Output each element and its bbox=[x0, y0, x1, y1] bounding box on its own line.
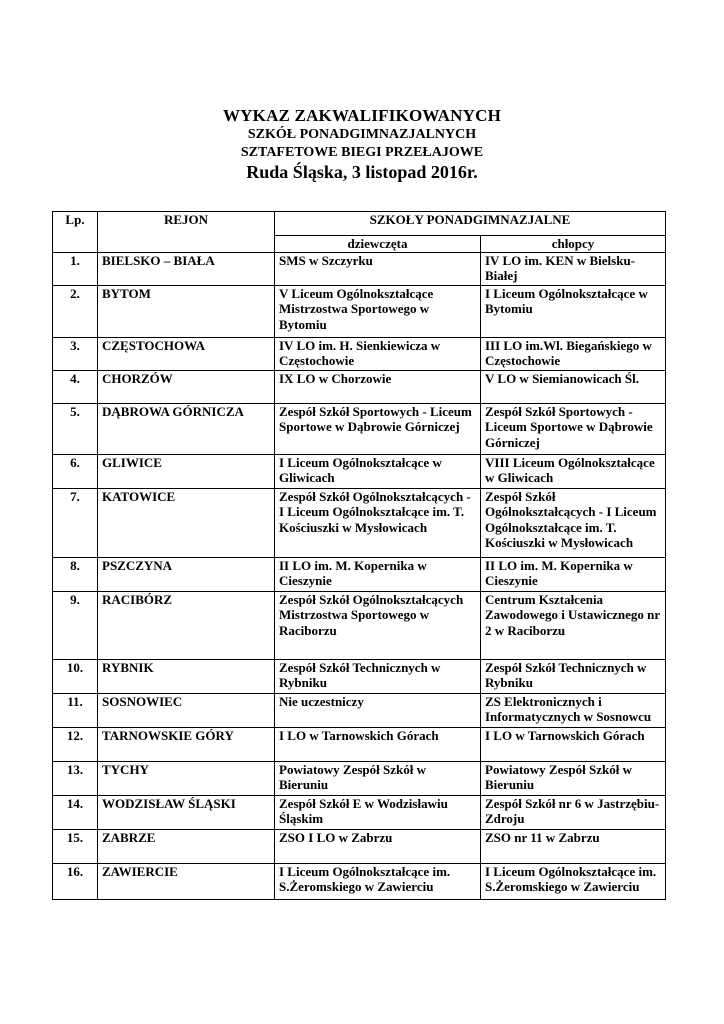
table-row bbox=[53, 795, 666, 829]
row-region: RYBNIK bbox=[98, 659, 275, 693]
row-region: SOSNOWIEC bbox=[98, 693, 275, 727]
row-school-girls: SMS w Szczyrku bbox=[275, 252, 481, 285]
table-row bbox=[53, 591, 666, 659]
row-number: 11. bbox=[53, 693, 98, 727]
row-school-girls: ZSO I LO w Zabrzu bbox=[275, 829, 481, 863]
row-school-boys: II LO im. M. Kopernika w Cieszynie bbox=[481, 557, 666, 591]
row-school-boys: VIII Liceum Ogólnokształcące w Gliwicach bbox=[481, 454, 666, 488]
row-number: 1. bbox=[53, 252, 98, 285]
row-school-girls: Powiatowy Zespół Szkół w Bieruniu bbox=[275, 761, 481, 795]
row-number: 4. bbox=[53, 370, 98, 403]
row-number: 12. bbox=[53, 727, 98, 761]
row-number: 14. bbox=[53, 795, 98, 829]
table-row bbox=[53, 829, 666, 863]
row-school-boys: ZSO nr 11 w Zabrzu bbox=[481, 829, 666, 863]
row-region: GLIWICE bbox=[98, 454, 275, 488]
row-school-girls: IX LO w Chorzowie bbox=[275, 370, 481, 403]
document-title: WYKAZ ZAKWALIFIKOWANYCH bbox=[222, 106, 502, 125]
column-header-boys: chłopcy bbox=[481, 236, 666, 253]
table-row bbox=[53, 252, 666, 285]
table-row bbox=[53, 454, 666, 488]
table-row bbox=[53, 557, 666, 591]
row-number: 5. bbox=[53, 403, 98, 454]
row-region: WODZISŁAW ŚLĄSKI bbox=[98, 795, 275, 829]
row-school-boys: V LO w Siemianowicach Śl. bbox=[481, 370, 666, 403]
document-place-date: Ruda Śląska, 3 listopad 2016r. bbox=[246, 162, 478, 182]
row-school-girls: Zespół Szkół E w Wodzisławiu Śląskim bbox=[275, 795, 481, 829]
row-region: TARNOWSKIE GÓRY bbox=[98, 727, 275, 761]
row-region: TYCHY bbox=[98, 761, 275, 795]
row-school-girls: I Liceum Ogólnokształcące im. S.Żeromskiego w Zawierciu bbox=[275, 863, 481, 899]
row-region: DĄBROWA GÓRNICZA bbox=[98, 403, 275, 454]
row-school-boys: Zespół Szkół Ogólnokształcących - I Liceum Ogólnokształcące im. T. Kościuszki w Mysłowicach bbox=[481, 488, 666, 557]
table-row bbox=[53, 863, 666, 899]
row-school-boys: ZS Elektronicznych i Informatycznych w Sosnowcu bbox=[481, 693, 666, 727]
row-region: BYTOM bbox=[98, 285, 275, 337]
row-school-girls: II LO im. M. Kopernika w Cieszynie bbox=[275, 557, 481, 591]
row-school-boys: Zespół Szkół Sportowych - Liceum Sportowe w Dąbrowie Górniczej bbox=[481, 403, 666, 454]
table-row bbox=[53, 693, 666, 727]
row-number: 16. bbox=[53, 863, 98, 899]
row-school-girls: IV LO im. H. Sienkiewicza w Częstochowie bbox=[275, 337, 481, 370]
column-header-rejon: REJON bbox=[98, 212, 275, 253]
row-region: ZAWIERCIE bbox=[98, 863, 275, 899]
row-school-girls: I Liceum Ogólnokształcące w Gliwicach bbox=[275, 454, 481, 488]
row-region: ZABRZE bbox=[98, 829, 275, 863]
row-school-boys: Centrum Kształcenia Zawodowego i Ustawicznego nr 2 w Raciborzu bbox=[481, 591, 666, 659]
row-school-girls: Zespół Szkół Ogólnokształcących - I Liceum Ogólnokształcące im. T. Kościuszki w Mysłowicach bbox=[275, 488, 481, 557]
qualified-schools-table bbox=[52, 211, 666, 900]
document-subtitle-event: SZTAFETOWE BIEGI PRZEŁAJOWE bbox=[240, 145, 484, 160]
row-region: CZĘSTOCHOWA bbox=[98, 337, 275, 370]
row-number: 10. bbox=[53, 659, 98, 693]
row-school-boys: I Liceum Ogólnokształcące im. S.Żeromskiego w Zawierciu bbox=[481, 863, 666, 899]
row-school-boys: I Liceum Ogólnokształcące w Bytomiu bbox=[481, 285, 666, 337]
document-header bbox=[0, 106, 724, 183]
table-row bbox=[53, 403, 666, 454]
row-region: KATOWICE bbox=[98, 488, 275, 557]
column-header-schools: SZKOŁY PONADGIMNAZJALNE bbox=[275, 212, 666, 236]
column-header-girls: dziewczęta bbox=[275, 236, 481, 253]
table-row bbox=[53, 659, 666, 693]
table-row bbox=[53, 337, 666, 370]
row-region: BIELSKO – BIAŁA bbox=[98, 252, 275, 285]
row-school-boys: Powiatowy Zespół Szkół w Bieruniu bbox=[481, 761, 666, 795]
row-school-boys: I LO w Tarnowskich Górach bbox=[481, 727, 666, 761]
row-number: 6. bbox=[53, 454, 98, 488]
row-number: 3. bbox=[53, 337, 98, 370]
row-school-girls: Zespół Szkół Ogólnokształcących Mistrzostwa Sportowego w Raciborzu bbox=[275, 591, 481, 659]
row-school-girls: Zespół Szkół Sportowych - Liceum Sportowe w Dąbrowie Górniczej bbox=[275, 403, 481, 454]
row-school-boys: Zespół Szkół nr 6 w Jastrzębiu-Zdroju bbox=[481, 795, 666, 829]
row-number: 8. bbox=[53, 557, 98, 591]
row-number: 13. bbox=[53, 761, 98, 795]
table-body bbox=[53, 252, 666, 899]
table-row bbox=[53, 285, 666, 337]
row-number: 9. bbox=[53, 591, 98, 659]
row-number: 15. bbox=[53, 829, 98, 863]
row-number: 2. bbox=[53, 285, 98, 337]
row-number: 7. bbox=[53, 488, 98, 557]
column-header-lp: Lp. bbox=[53, 212, 98, 253]
row-school-boys: Zespół Szkół Technicznych w Rybniku bbox=[481, 659, 666, 693]
row-school-girls: V Liceum Ogólnokształcące Mistrzostwa Sportowego w Bytomiu bbox=[275, 285, 481, 337]
table-row bbox=[53, 370, 666, 403]
row-school-girls: Zespół Szkół Technicznych w Rybniku bbox=[275, 659, 481, 693]
table-row bbox=[53, 761, 666, 795]
row-school-girls: I LO w Tarnowskich Górach bbox=[275, 727, 481, 761]
row-region: RACIBÓRZ bbox=[98, 591, 275, 659]
row-school-girls: Nie uczestniczy bbox=[275, 693, 481, 727]
table-row bbox=[53, 488, 666, 557]
document-subtitle-schools: SZKÓŁ PONADGIMNAZJALNYCH bbox=[247, 127, 477, 142]
table-row bbox=[53, 727, 666, 761]
row-region: CHORZÓW bbox=[98, 370, 275, 403]
row-school-boys: III LO im.Wl. Biegańskiego w Częstochowie bbox=[481, 337, 666, 370]
row-school-boys: IV LO im. KEN w Bielsku-Białej bbox=[481, 252, 666, 285]
row-region: PSZCZYNA bbox=[98, 557, 275, 591]
